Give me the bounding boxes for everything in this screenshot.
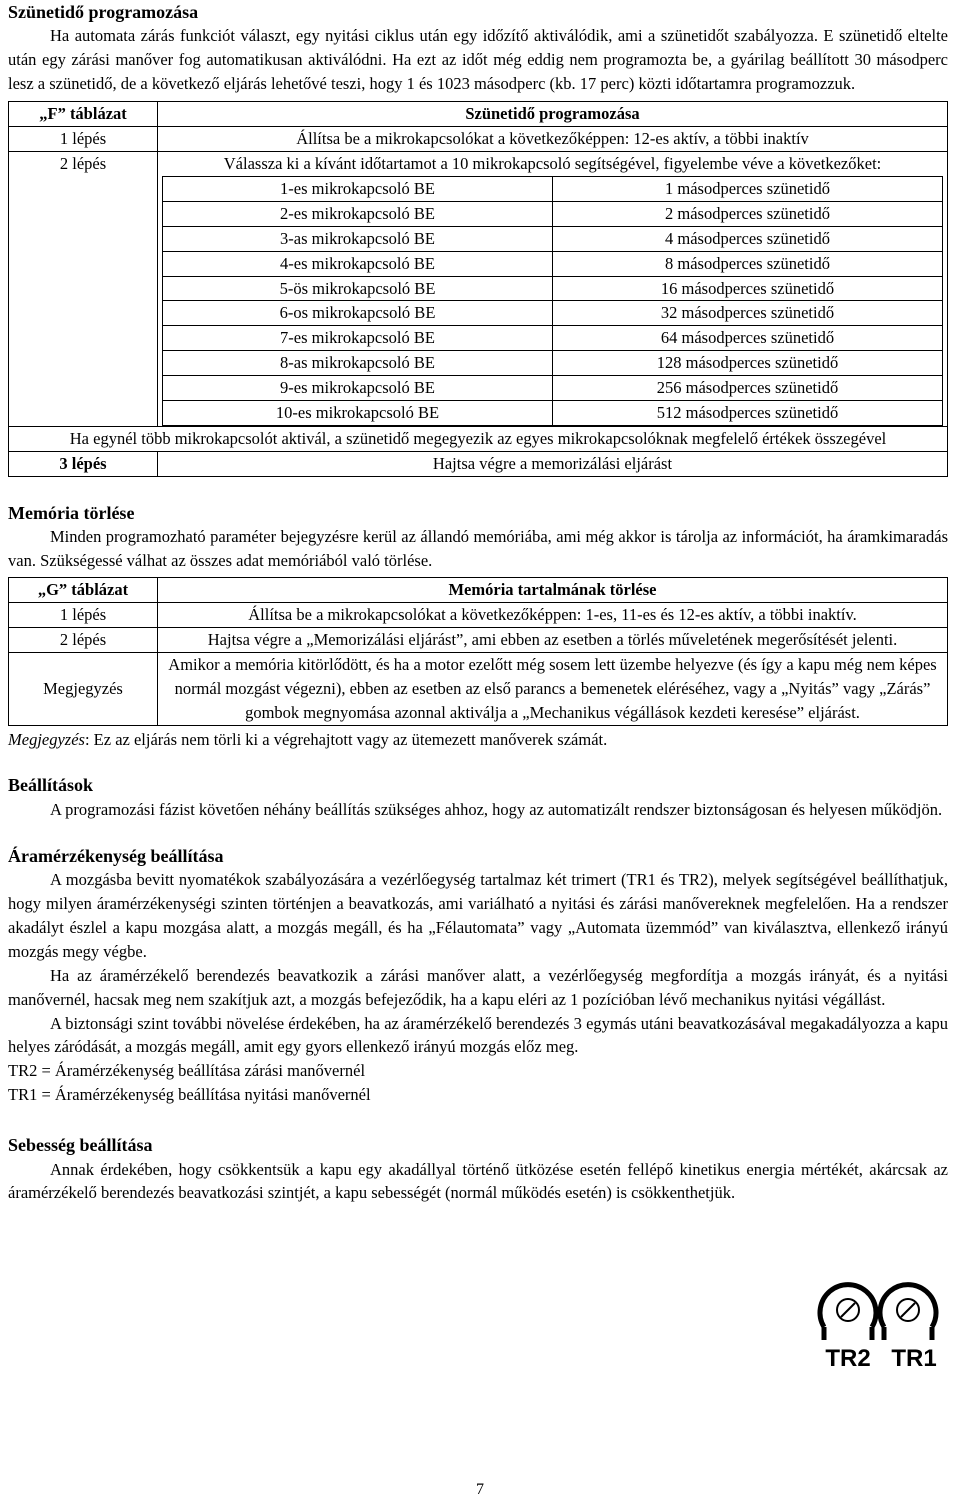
- switch-time: 512 másodperces szünetidő: [553, 401, 943, 426]
- switch-row: [163, 401, 943, 426]
- table-f: [8, 101, 948, 477]
- table-g-header-left: „G” táblázat: [9, 578, 158, 603]
- switch-label: 9-es mikrokapcsoló BE: [163, 376, 553, 401]
- remark-text: : Ez az eljárás nem törli ki a végrehajtott vagy az ütemezett manőverek számát.: [84, 729, 608, 749]
- switch-row: [163, 251, 943, 276]
- switch-row: [163, 276, 943, 301]
- table-f-step1-label: 1 lépés: [9, 126, 158, 151]
- switch-table: [162, 176, 943, 426]
- switch-row: [163, 176, 943, 201]
- switch-time: 16 másodperces szünetidő: [553, 276, 943, 301]
- table-g: [8, 577, 948, 726]
- trimmer-tr1-label: TR1: [891, 1345, 937, 1372]
- page-number: 7: [476, 1481, 484, 1498]
- trimmer-tr2-label: TR2: [825, 1345, 871, 1372]
- switch-label: 10-es mikrokapcsoló BE: [163, 401, 553, 426]
- section-title-pause-time: Szünetidő programozása: [8, 2, 199, 22]
- section-title-current-sensitivity: Áramérzékenység beállítása: [8, 845, 224, 866]
- table-f-step3-label: 3 lépés: [9, 451, 158, 476]
- paragraph-sensitivity-2: Ha az áramérzékelő berendezés beavatkozik a zárási manőver alatt, a vezérlőegység megfordítja a mozgás irányát, és a nyitási manővernél, hacsak meg nem szakítjuk azt, a mozgás befejeződik, ha a kapu eléri az 1 pozícióban lévő mechanikus nyitási végállást.: [8, 965, 948, 1009]
- switch-row: [163, 351, 943, 376]
- table-f-note: Ha egynél több mikrokapcsolót aktivál, a szünetidő megegyezik az egyes mikrokapcsolóknak megfelelő értékek összegével: [9, 427, 948, 452]
- paragraph-sensitivity-1: A mozgásba bevitt nyomatékok szabályozására a vezérlőegység tartalmaz két trimert (TR1 és TR2), melyek segítségével beállíthatjuk, hogy milyen áramérzékenységi szinten történjen a beavatkozás, ami variálható a nyitási és zárási manővereknek megfelelően. Ha a rendszer akadályt észlel a kapu mozgása alatt, a mozgás megáll, és ha „Félautomata” vagy „Automata üzemmód” van kiválasztva, ellenkező irányú mozgás megy végbe.: [8, 870, 948, 961]
- switch-label: 1-es mikrokapcsoló BE: [163, 176, 553, 201]
- switch-row: [163, 201, 943, 226]
- switch-row: [163, 376, 943, 401]
- switch-row: [163, 226, 943, 251]
- switch-label: 3-as mikrokapcsoló BE: [163, 226, 553, 251]
- table-g-step1-text: Állítsa be a mikrokapcsolókat a következőképpen: 1-es, 11-es és 12-es aktív, a többi inaktív.: [158, 602, 948, 627]
- table-f-step2-cell: [158, 151, 948, 426]
- paragraph-speed: Annak érdekében, hogy csökkentsük a kapu egy akadállyal történő ütközése esetén fellépő kinetikus energia mértékét, akárcsak az áramérzékelő berendezés beavatkozási szintjét, a kapu sebességét (normál működés esetén) is csökkenthetjük.: [8, 1159, 948, 1203]
- table-g-step2-label: 2 lépés: [9, 627, 158, 652]
- switch-time: 4 másodperces szünetidő: [553, 226, 943, 251]
- paragraph-sensitivity-3: A biztonsági szint további növelése érdekében, ha az áramérzékelő berendezés 3 egymás utáni beavatkozásával megakadályozza a kapu helyes záródását, a mozgás megáll, amit egy gyors ellenkező irányú mozgás előz meg.: [8, 1013, 948, 1057]
- switch-label: 4-es mikrokapcsoló BE: [163, 251, 553, 276]
- tr2-definition: TR2 = Áramérzékenység beállítása zárási manővernél: [8, 1061, 366, 1081]
- table-f-step2-label: 2 lépés: [9, 151, 158, 426]
- remark-line: [8, 728, 948, 752]
- trimmer-drawing: [810, 1272, 945, 1372]
- trimmer-figure: [810, 1272, 945, 1372]
- switch-label: 6-os mikrokapcsoló BE: [163, 301, 553, 326]
- table-g-note-text: Amikor a memória kitörlődött, és ha a motor ezelőtt még sosem lett üzembe helyezve (és így a kapu még nem képes normál mozgást végezni), ebben az esetben az első parancs a bemenetek eléréséhez, vagy a „Nyitás” vagy „Zárás” gombok megnyomása azonnal aktiválja a „Mechanikus végállások kezdeti keresése” eljárást.: [158, 652, 948, 725]
- trimmer-tr1-icon: [880, 1285, 936, 1340]
- table-f-header-left: „F” táblázat: [9, 102, 158, 127]
- table-g-step2-text: Hajtsa végre a „Memorizálási eljárást”, ami ebben az esetben a törlés műveletének megerősítését jelenti.: [158, 627, 948, 652]
- document-page: [8, 0, 948, 1205]
- switch-row: [163, 301, 943, 326]
- switch-time: 1 másodperces szünetidő: [553, 176, 943, 201]
- switch-time: 256 másodperces szünetidő: [553, 376, 943, 401]
- switch-label: 7-es mikrokapcsoló BE: [163, 326, 553, 351]
- switch-time: 2 másodperces szünetidő: [553, 201, 943, 226]
- table-g-step1-label: 1 lépés: [9, 602, 158, 627]
- section-title-memory-clear: Memória törlése: [8, 502, 135, 523]
- switch-time: 128 másodperces szünetidő: [553, 351, 943, 376]
- remark-label: Megjegyzés: [8, 729, 85, 749]
- table-f-step1-text: Állítsa be a mikrokapcsolókat a következőképpen: 12-es aktív, a többi inaktív: [158, 126, 948, 151]
- section-title-settings: Beállítások: [8, 775, 94, 796]
- switch-row: [163, 326, 943, 351]
- switch-time: 32 másodperces szünetidő: [553, 301, 943, 326]
- tr1-definition: TR1 = Áramérzékenység beállítása nyitási manővernél: [8, 1085, 371, 1105]
- table-g-header-right: Memória tartalmának törlése: [158, 578, 948, 603]
- section-title-speed: Sebesség beállítása: [8, 1135, 153, 1156]
- switch-label: 5-ös mikrokapcsoló BE: [163, 276, 553, 301]
- table-g-note-label: Megjegyzés: [9, 652, 158, 725]
- table-f-step2-text: Válassza ki a kívánt időtartamot a 10 mikrokapcsoló segítségével, figyelembe véve a következőket:: [223, 153, 882, 173]
- paragraph-settings: A programozási fázist követően néhány beállítás szükséges ahhoz, hogy az automatizált rendszer biztonságosan és helyesen működjön.: [50, 799, 943, 819]
- table-f-step3-text: Hajtsa végre a memorizálási eljárást: [158, 451, 948, 476]
- switch-time: 64 másodperces szünetidő: [553, 326, 943, 351]
- switch-label: 2-es mikrokapcsoló BE: [163, 201, 553, 226]
- table-f-header-right: Szünetidő programozása: [158, 102, 948, 127]
- switch-time: 8 másodperces szünetidő: [553, 251, 943, 276]
- switch-label: 8-as mikrokapcsoló BE: [163, 351, 553, 376]
- paragraph-memory-clear: Minden programozható paraméter bejegyzésre kerül az állandó memóriába, ami még akkor is tárolja az információt, ha áramkimaradás van. Szükségessé válhat az összes adat memóriából való törlése.: [8, 527, 948, 571]
- trimmer-tr2-icon: [820, 1285, 876, 1340]
- paragraph-pause-time: Ha automata zárás funkciót választ, egy nyitási ciklus után egy időzítő aktiválódik, ami a szünetidőt szabályozza. E szünetidő eltelte után egy zárási manőver fog automatikusan aktiválódni. Ha ezt az időt még eddig nem programozta be, a gyárilag beállított 30 másodperc lesz a szünetidő, de a következő eljárás lehetővé teszi, hogy 1 és 1023 másodperc (kb. 17 perc) közti időtartamra programozzuk.: [8, 26, 948, 94]
